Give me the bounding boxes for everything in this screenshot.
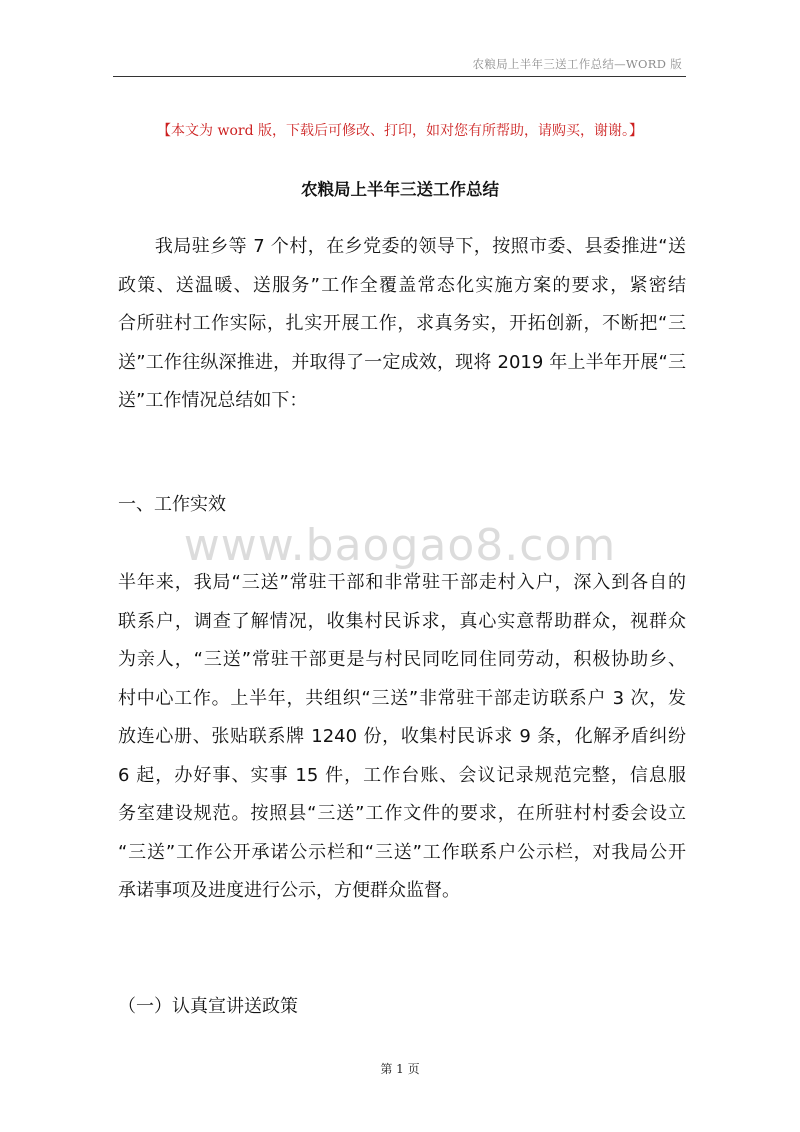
intro-line: 送”工作情况总结如下： <box>118 390 308 411</box>
intro-paragraph <box>118 228 686 421</box>
body-line: “三送”工作公开承诺公示栏和“三送”工作联系户公示栏，对我局公开 <box>118 841 686 863</box>
body-line: 为亲人，“三送”常驻干部更是与村民同吃同住同劳动，积极协助乡、 <box>118 649 686 670</box>
body-line: 务室建设规范。按照县“三送”工作文件的要求，在所驻村村委会设立 <box>118 803 686 824</box>
body-line: 联系户，调查了解情况，收集村民诉求，真心实意帮助群众，视群众 <box>118 610 686 632</box>
page-number: 第 1 页 <box>380 1062 420 1076</box>
subsection-heading-policy: （一）认真宣讲送政策 <box>118 996 298 1017</box>
intro-line: 送”工作往纵深推进，并取得了一定成效，现将 2019 年上半年开展“三 <box>118 351 686 373</box>
document-title: 农粮局上半年三送工作总结 <box>301 180 499 199</box>
body-line: 村中心工作。上半年，共组织“三送”非常驻干部走访联系户 3 次，发 <box>118 687 686 709</box>
intro-line: 合所驻村工作实际，扎实开展工作，求真务实，开拓创新，不断把“三 <box>118 313 686 334</box>
purchase-notice: 【本文为 word 版，下载后可修改、打印，如对您有所帮助，请购买，谢谢。】 <box>157 123 643 139</box>
body-line: 半年来，我局“三送”常驻干部和非常驻干部走村入户，深入到各自的 <box>118 572 686 593</box>
intro-line: 政策、送温暖、送服务”工作全覆盖常态化实施方案的要求，紧密结 <box>118 274 686 296</box>
body-line: 承诺事项及进度进行公示，方便群众监督。 <box>118 880 460 901</box>
body-line: 6 起，办好事、实事 15 件，工作台账、会议记录规范完整，信息服 <box>118 764 686 786</box>
results-paragraph <box>118 564 686 911</box>
intro-line: 我局驻乡等 7 个村，在乡党委的领导下，按照市委、县委推进“送 <box>118 236 686 257</box>
body-line: 放连心册、张贴联系牌 1240 份，收集村民诉求 9 条，化解矛盾纠纷 <box>118 726 686 747</box>
header-divider <box>113 76 686 77</box>
watermark: www.baogao8.com <box>183 520 617 571</box>
running-header: 农粮局上半年三送工作总结—WORD 版 <box>472 57 682 71</box>
section-heading-work-results: 一、工作实效 <box>118 494 226 515</box>
